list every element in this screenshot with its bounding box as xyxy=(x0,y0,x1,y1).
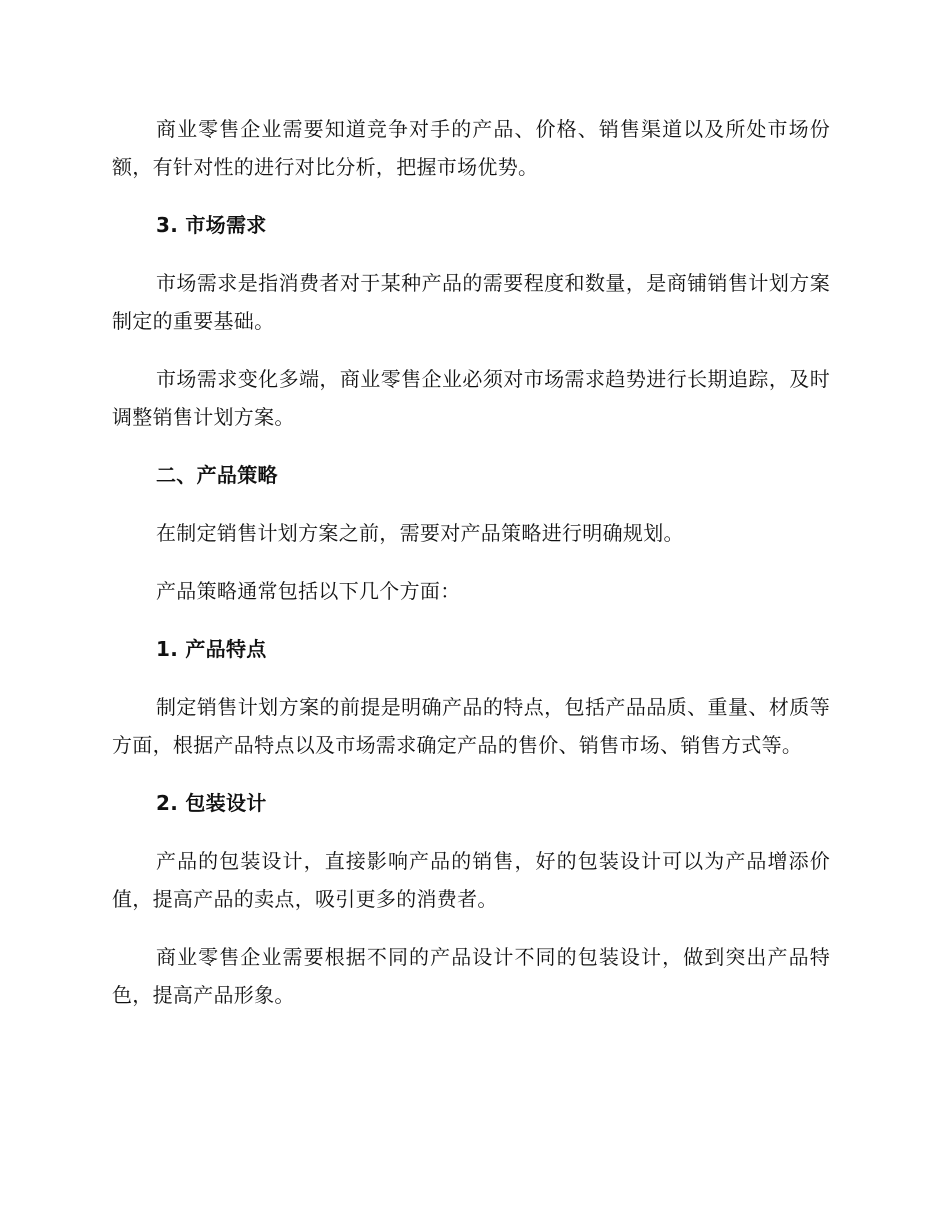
paragraph-product-strategy-planning: 在制定销售计划方案之前，需要对产品策略进行明确规划。 xyxy=(156,521,684,545)
paragraph-market-demand-definition: 市场需求是指消费者对于某种产品的需要程度和数量，是商铺销售计划方案制定的重要基础。 xyxy=(112,271,830,333)
heading-packaging-design: 2. 包装设计 xyxy=(156,791,267,815)
heading-market-demand: 3. 市场需求 xyxy=(156,213,267,237)
paragraph-product-strategy-aspects: 产品策略通常包括以下几个方面： xyxy=(156,579,461,603)
paragraph-packaging-differentiation: 商业零售企业需要根据不同的产品设计不同的包装设计，做到突出产品特色，提高产品形象。 xyxy=(112,945,830,1007)
paragraph-packaging-impact: 产品的包装设计，直接影响产品的销售，好的包装设计可以为产品增添价值，提高产品的卖点，吸引更多的消费者。 xyxy=(112,849,830,911)
paragraph-market-demand-tracking: 市场需求变化多端，商业零售企业必须对市场需求趋势进行长期追踪，及时调整销售计划方案。 xyxy=(112,367,830,429)
document-body xyxy=(112,110,830,1034)
paragraph-product-features: 制定销售计划方案的前提是明确产品的特点，包括产品品质、重量、材质等方面，根据产品特点以及市场需求确定产品的售价、销售市场、销售方式等。 xyxy=(112,695,830,757)
heading-product-strategy: 二、产品策略 xyxy=(156,463,278,487)
heading-product-features: 1. 产品特点 xyxy=(156,637,267,661)
paragraph-competitor-analysis: 商业零售企业需要知道竞争对手的产品、价格、销售渠道以及所处市场份额，有针对性的进行对比分析，把握市场优势。 xyxy=(112,117,830,179)
